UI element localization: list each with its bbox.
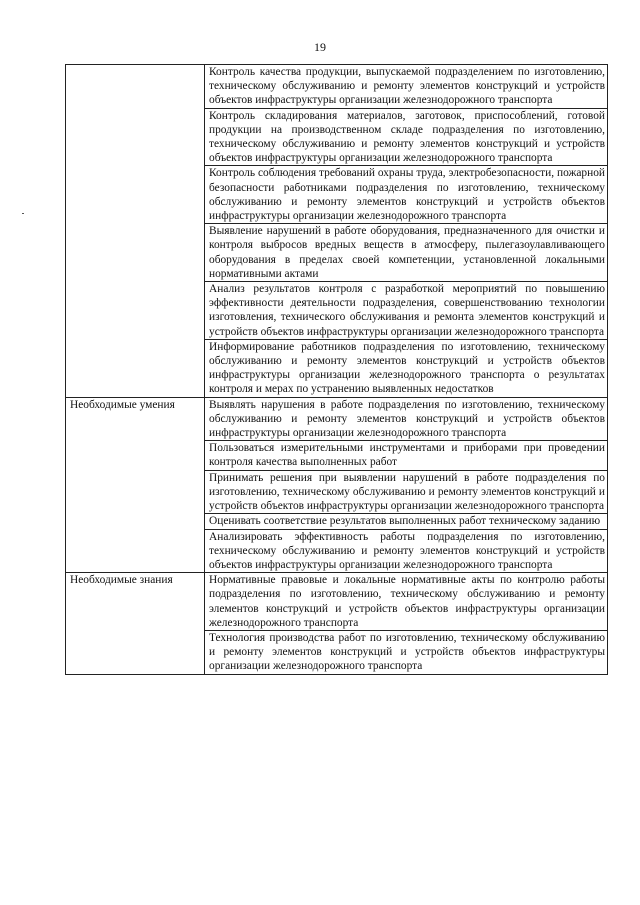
requirement-text: Технология производства работ по изготовлению, техническому обслуживанию и ремонту элементов конструкций и устройств объектов инфраструктуры организации железнодорожного транспорта [205, 630, 608, 674]
requirement-text: Анализ результатов контроля с разработкой мероприятий по повышению эффективности деятельности подразделения, совершенствованию технологии изготовления, технического обслуживания и ремонта элементов конструкций и устройств объектов инфраструктуры организации железнодорожного транспорта [205, 282, 608, 340]
table-row [66, 65, 608, 109]
requirement-text: Пользоваться измерительными инструментами и приборами при проведении контроля качества выполненных работ [205, 441, 608, 470]
row-group-label: Необходимые знания [66, 573, 205, 674]
requirement-text: Принимать решения при выявлении нарушений в работе подразделения по изготовлению, техническому обслуживанию и ремонту элементов конструкций и устройств объектов инфраструктуры организации железнодорожного транспорта [205, 470, 608, 514]
requirement-text: Выявлять нарушения в работе подразделения по изготовлению, техническому обслуживанию и ремонту элементов конструкций и устройств объектов инфраструктуры организации железнодорожного транспорта [205, 397, 608, 441]
requirement-text: Нормативные правовые и локальные нормативные акты по контролю работы подразделения по изготовлению, техническому обслуживанию и ремонту элементов конструкций и устройств объектов инфраструктуры организации железнодорожного транспорта [205, 573, 608, 631]
requirement-text: Анализировать эффективность работы подразделения по изготовлению, техническому обслуживанию и ремонту элементов конструкций и устройств объектов инфраструктуры организации железнодорожного транспорта [205, 529, 608, 573]
requirement-text: Контроль складирования материалов, заготовок, приспособлений, готовой продукции на производственном складе подразделения по изготовлению, техническому обслуживанию и ремонту элементов конструкций и устройств объектов инфраструктуры организации железнодорожного транспорта [205, 108, 608, 166]
competency-table [65, 64, 608, 675]
page-number: 19 [314, 40, 326, 54]
scan-artifact [22, 213, 24, 214]
requirement-text: Информирование работников подразделения по изготовлению, техническому обслуживанию и ремонту элементов конструкций и устройств объектов инфраструктуры организации железнодорожного транспорта о результатах контроля и мерах по устранению выявленных недостатков [205, 339, 608, 397]
row-group-label: Необходимые умения [66, 397, 205, 572]
table-row [66, 573, 608, 631]
requirement-text: Контроль качества продукции, выпускаемой подразделением по изготовлению, техническому обслуживанию и ремонту элементов конструкций и устройств объектов инфраструктуры организации железнодорожного транспорта [205, 65, 608, 109]
table-row [66, 397, 608, 441]
row-group-label [66, 65, 205, 398]
requirement-text: Выявление нарушений в работе оборудования, предназначенного для очистки и контроля выбросов вредных веществ в атмосферу, пылегазоулавливающего оборудования в пределах своей компетенции, установленной локальными нормативными актами [205, 224, 608, 282]
requirement-text: Оценивать соответствие результатов выполненных работ техническому заданию [205, 514, 608, 529]
requirement-text: Контроль соблюдения требований охраны труда, электробезопасности, пожарной безопасности работниками подразделения по изготовлению, техническому обслуживанию и ремонту элементов конструкций и устройств объектов инфраструктуры организации железнодорожного транспорта [205, 166, 608, 224]
